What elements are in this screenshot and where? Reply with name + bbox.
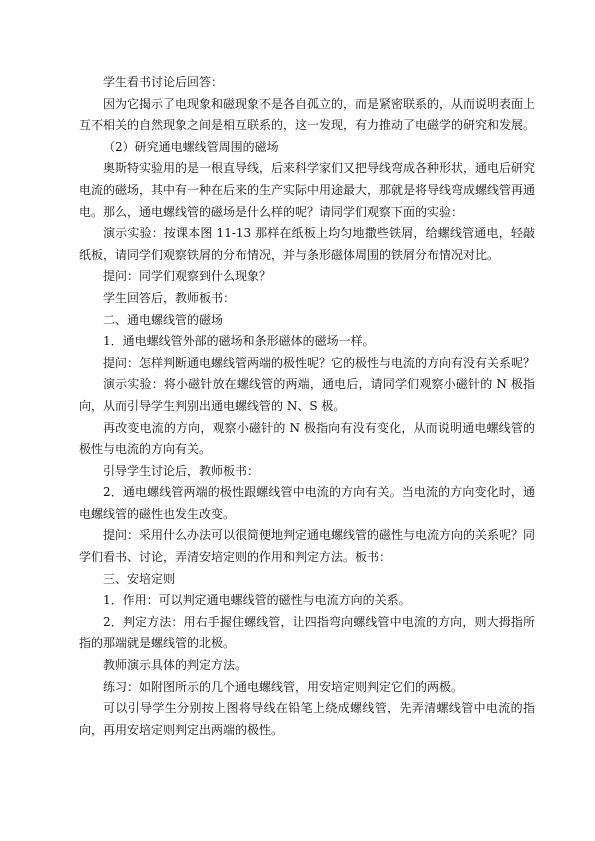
paragraph-question-observe: 提问：同学们观察到什么现象？: [103, 269, 272, 284]
paragraph-answer-significance: 因为它揭示了电现象和磁现象不是各自孤立的，而是紧密联系的，从而说明表面上互不相关的自然现象之间是相互联系的，这一发现，有力推动了电磁学的研究和发展。: [79, 96, 536, 133]
paragraph-heading-2: 二、通电螺线管的磁场: [103, 312, 224, 327]
paragraph-teacher-writes-1: 学生回答后，教师板书：: [103, 290, 236, 305]
document-body: [79, 72, 535, 741]
paragraph-demo-compass: 演示实验：将小磁针放在螺线管的两端，通电后，请同学们观察小磁针的 N 极指向，从而引导学生判别出通电螺线管的 N、S 极。: [79, 377, 535, 413]
paragraph-exercise: 练习：如附图所示的几个通电螺线管，用安培定则判定它们的两极。: [103, 679, 464, 694]
paragraph-teacher-demo: 教师演示具体的判定方法。: [103, 658, 248, 673]
paragraph-question-method: 提问：采用什么办法可以很简便地判定通电螺线管的磁性与电流方向的关系呢？同学们看书、讨论，弄清安培定则的作用和判定方法。板书：: [79, 528, 536, 565]
paragraph-ampere-method: 2．判定方法：用右手握住螺线管，让四指弯向螺线管中电流的方向，则大拇指所指的那端就是螺线管的北极。: [79, 614, 535, 651]
paragraph-point-1: 1．通电螺线管外部的磁场和条形磁体的磁场一样。: [103, 334, 375, 349]
paragraph-teacher-writes-2: 引导学生讨论后，教师板书：: [103, 463, 260, 478]
paragraph-guide-students: 可以引导学生分别按上图将导线在铅笔上绕成螺线管，先弄清螺线管中电流的指向，再用安培定则判定出两端的极性。: [79, 701, 535, 737]
paragraph-reverse-current: 再改变电流的方向，观察小磁针的 N 极指向有没有变化，从而说明通电螺线管的极性与电流的方向有关。: [79, 420, 535, 457]
paragraph-ampere-use: 1．作用：可以判定通电螺线管的磁性与电流方向的关系。: [103, 593, 411, 608]
paragraph-student-discussion: 学生看书讨论后回答：: [103, 75, 224, 89]
paragraph-section-2-heading: （2）研究通电螺线管周围的磁场: [103, 139, 279, 154]
paragraph-question-polarity: 提问：怎样判断通电螺线管两端的极性呢？它的极性与电流的方向有没有关系呢？: [103, 355, 536, 370]
paragraph-point-2: 2．通电螺线管两端的极性跟螺线管中电流的方向有关。当电流的方向变化时，通电螺线管的磁性也发生改变。: [79, 485, 535, 521]
paragraph-oersted-intro: 奥斯特实验用的是一根直导线，后来科学家们又把导线弯成各种形状，通电后研究电流的磁场，其中有一种在后来的生产实际中用途最大，那就是将导线弯成螺线管再通电。那么，通电螺线管的磁场是什么样的呢？请同学们观察下面的实验：: [79, 161, 536, 219]
paragraph-demo-iron-filings: 演示实验：按课本图 11-13 那样在纸板上均匀地撒些铁屑，给螺线管通电，轻敲纸板，请同学们观察铁屑的分布情况，并与条形磁体周围的铁屑分布情况对比。: [79, 226, 535, 262]
paragraph-heading-3: 三、安培定则: [103, 571, 176, 586]
